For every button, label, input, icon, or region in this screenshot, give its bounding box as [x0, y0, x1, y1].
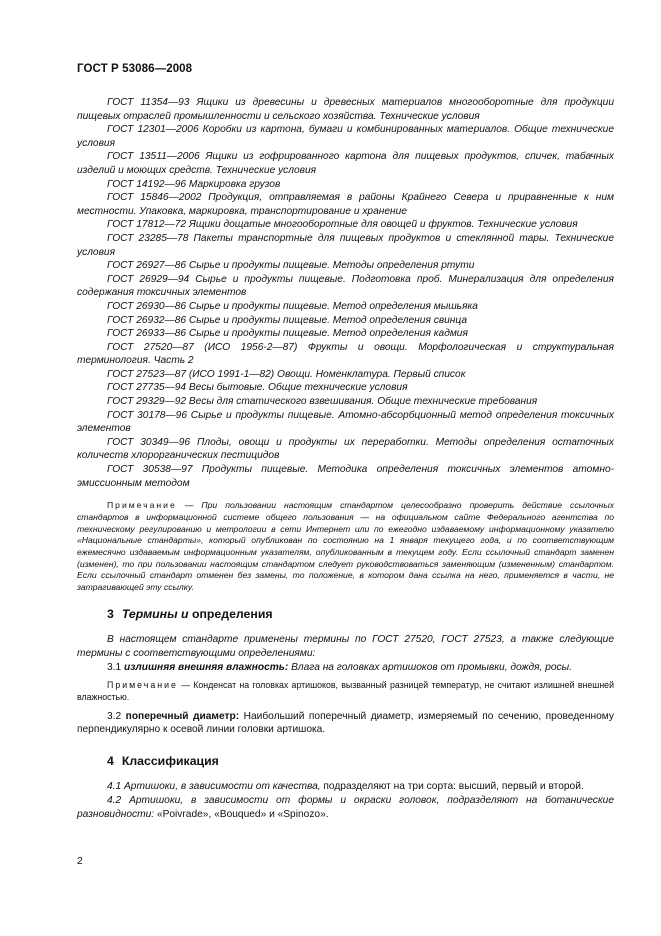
reference-item: ГОСТ 17812—72 Ящики дощатые многооборотные для овощей и фруктов. Технические условия: [107, 219, 578, 231]
clause-4-2-text: «Poivrade», «Bouqued» и «Spinozo».: [156, 808, 329, 820]
reference-item: ГОСТ 26927—86 Сырье и продукты пищевые. Методы определения ртути: [107, 260, 475, 272]
reference-item: ГОСТ 13511—2006 Ящики из гофрированного картона для пищевых продуктов, спичек, табачных изделий и моющих средств. Технические условия: [77, 151, 614, 176]
note-1-text: — При пользовании настоящим стандартом целесообразно проверить действие ссылочных стандартов в информационной системе общего пользования — на официальном сайте Федерального агентства по техническому регулированию и метрологии в сети Интернет или по ежегодно издаваемому информационному указателю «Национальные стандарты», который опубликован по состоянию на 1 января текущего года, и по соответствующим ежемесячно издаваемым информационным указателям, опубликованным в текущем году. Если ссылочный стандарт заменен (изменен), то при пользовании настоящим стандартом следует руководствоваться заменяющим (измененным) стандартом. Если ссылочный стандарт отменен без замены, то положение, в котором дана ссылка на него, применяется в части, не затрагивающей эту ссылку.: [77, 500, 615, 593]
clause-4-2: [77, 794, 614, 821]
reference-item: ГОСТ 14192—96 Маркировка грузов: [107, 178, 281, 190]
reference-item: ГОСТ 29329—92 Весы для статического взвешивания. Общие технические требования: [107, 396, 538, 408]
reference-item: ГОСТ 27735—94 Весы бытовые. Общие технические условия: [107, 382, 408, 394]
section-4-title: Классификация: [121, 753, 219, 768]
clause-4-1-italic: Артишоки, в зависимости от качества,: [124, 781, 321, 793]
section-3-number: 3: [107, 606, 114, 621]
clause-4-1-text: подразделяют на три сорта: высший, первый и второй.: [323, 781, 584, 793]
page-number: 2: [77, 855, 83, 867]
note-2: [77, 680, 614, 703]
term-3-2-number: 3.2: [107, 710, 122, 722]
note-2-label: Примечание: [107, 680, 178, 691]
term-3-1-definition: Влага на головках артишоков от промывки, дождя, росы.: [291, 661, 572, 673]
clause-4-2-italic: Артишоки, в зависимости от формы и окраски головок, подразделяют на ботанические разновидности:: [77, 795, 614, 820]
normative-references-list: [77, 96, 614, 490]
section-3-title-italic: Термины и: [121, 606, 189, 621]
reference-item: ГОСТ 26933—86 Сырье и продукты пищевые. Метод определения кадмия: [107, 328, 468, 340]
reference-item: ГОСТ 15846—2002 Продукция, отправляемая в районы Крайнего Севера и приравненные к ним местности. Упаковка, маркировка, транспортирование и хранение: [77, 192, 614, 217]
reference-item: ГОСТ 23285—78 Пакеты транспортные для пищевых продуктов и стеклянной тары. Технические условия: [77, 232, 614, 258]
reference-item: ГОСТ 12301—2006 Коробки из картона, бумаги и комбинированных материалов. Общие технические условия: [77, 124, 614, 149]
reference-item: ГОСТ 27520—87 (ИСО 1956-2—87) Фрукты и овощи. Морфологическая и структуральная терминология. Часть 2: [77, 341, 614, 367]
term-3-1-number: 3.1: [107, 661, 122, 673]
reference-item: ГОСТ 30349—96 Плоды, овощи и продукты их переработки. Методы определения остаточных количеств хлорорганических пестицидов: [77, 436, 614, 462]
note-2-text: — Конденсат на головках артишоков, вызванный разницей температур, не считают излишней внешней влажностью.: [77, 680, 614, 702]
note-1-label: Примечание: [107, 500, 177, 511]
clause-4-2-number: 4.2: [107, 795, 122, 806]
section-4-heading: [107, 755, 614, 769]
reference-item: ГОСТ 30538—97 Продукты пищевые. Методика определения токсичных элементов атомно-эмиссионным методом: [77, 464, 614, 489]
reference-item: ГОСТ 26929—94 Сырье и продукты пищевые. Подготовка проб. Минерализация для определения содержания токсичных элементов: [77, 273, 614, 299]
reference-item: ГОСТ 11354—93 Ящики из древесины и древесных материалов многооборотные для продукции пищевых отраслей промышленности и сельского хозяйства. Технические условия: [77, 97, 614, 122]
section-3-title: определения: [191, 606, 273, 621]
section-4-number: 4: [107, 753, 114, 768]
reference-item: ГОСТ 26932—86 Сырье и продукты пищевые. Метод определения свинца: [107, 314, 468, 326]
term-3-1: [77, 661, 614, 675]
clause-4-1-number: 4.1: [107, 781, 122, 793]
note-1: [77, 500, 614, 594]
section-3-heading: [107, 608, 614, 622]
reference-item: ГОСТ 27523—87 (ИСО 1991-1—82) Овощи. Номенклатура. Первый список: [107, 368, 466, 380]
section-3-intro: В настоящем стандарте применены термины по ГОСТ 27520, ГОСТ 27523, а также следующие термины с соответствующими определениями:: [77, 634, 614, 660]
clause-4-1: [77, 780, 614, 794]
term-3-2-definition: Наибольший поперечный диаметр, измеряемый по сечению, проведенному перпендикулярно к осевой линии головки артишока.: [77, 710, 614, 736]
term-3-2-name: поперечный диаметр:: [125, 710, 240, 722]
document-header: ГОСТ Р 53086—2008: [77, 63, 193, 75]
term-3-2: [77, 710, 614, 737]
term-3-1-name: излишняя внешняя влажность:: [124, 661, 289, 673]
page-content: [77, 96, 614, 821]
reference-item: ГОСТ 26930—86 Сырье и продукты пищевые. Метод определения мышьяка: [107, 300, 478, 312]
reference-item: ГОСТ 30178—96 Сырье и продукты пищевые. Атомно-абсорбционный метод определения токсичных элементов: [77, 409, 614, 435]
